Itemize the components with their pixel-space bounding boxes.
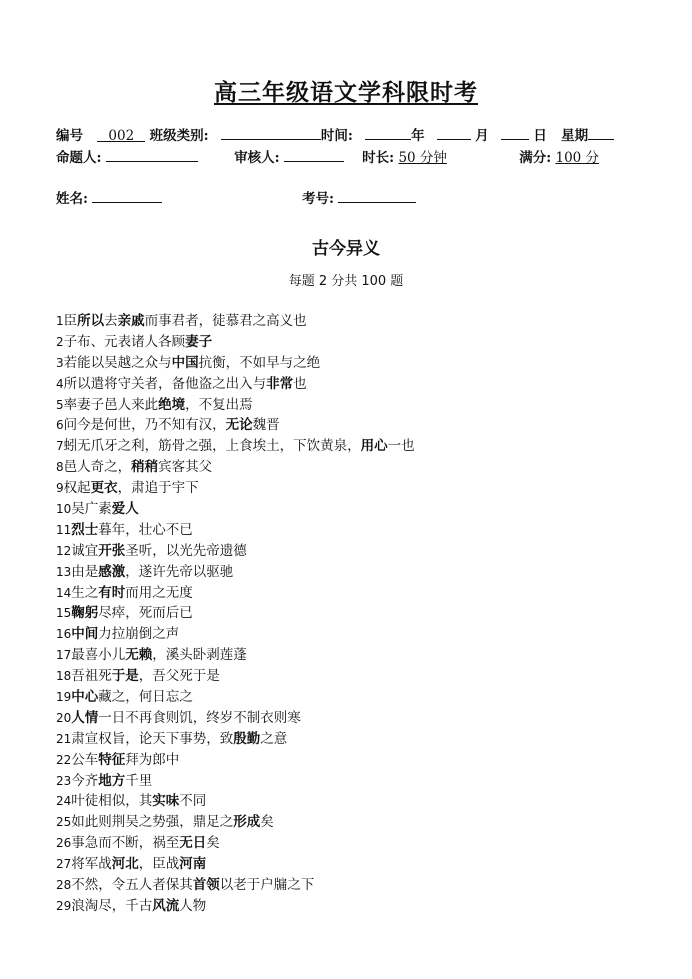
score-label: 满分:	[519, 150, 552, 166]
question-text: 魏晋	[252, 417, 280, 434]
question-number: 26	[56, 836, 72, 851]
question-number: 22	[56, 752, 72, 767]
question-text: ，吾父死于是	[138, 668, 220, 685]
question-text: 不同	[179, 793, 207, 810]
question-text: 藏之，何日忘之	[98, 689, 193, 706]
exam-no-label: 考号:	[302, 191, 334, 207]
key-term: 无赖	[125, 647, 153, 664]
question-text: 诚宜	[71, 542, 99, 559]
question-text: 问今是何世，乃不知有汉，	[63, 417, 226, 434]
weekday-field[interactable]	[588, 126, 614, 140]
author-field[interactable]	[106, 148, 198, 162]
day-label: 日	[533, 128, 547, 144]
question-number: 29	[56, 898, 72, 913]
question-number: 10	[56, 502, 72, 517]
question-number: 2	[56, 334, 64, 349]
duration-value: 50 分钟	[398, 150, 447, 166]
question-number: 24	[56, 794, 72, 809]
key-term: 开张	[98, 542, 126, 559]
year-field[interactable]	[365, 126, 411, 140]
question-text: 如此则荆吴之势强，鼎足之	[71, 814, 234, 831]
question-text: 矣	[260, 814, 274, 831]
key-term: 爱人	[111, 501, 139, 518]
question-text: 最喜小儿	[71, 647, 126, 664]
key-term: 中国	[171, 354, 199, 371]
month-label: 月	[475, 128, 489, 144]
question-text: 而事君者，徒慕君之高义也	[144, 313, 307, 329]
question-number: 17	[56, 648, 72, 663]
question-number: 3	[56, 355, 64, 370]
question-number: 16	[56, 627, 72, 642]
question-text: 今齐	[71, 772, 99, 789]
question-item	[56, 415, 656, 436]
question-text: 以老于户牖之下	[219, 877, 315, 894]
question-number: 4	[56, 376, 64, 391]
question-text: 吴广素	[71, 501, 112, 518]
question-text: 也	[293, 375, 307, 392]
name-label: 姓名:	[56, 191, 88, 207]
question-text: 圣听，以光先帝遗德	[125, 542, 247, 559]
key-term: 非常	[266, 375, 294, 392]
question-number: 8	[56, 460, 64, 475]
question-number: 11	[56, 522, 72, 537]
question-number: 1	[56, 314, 64, 328]
question-item	[56, 666, 656, 687]
question-number: 5	[56, 397, 64, 412]
question-item	[56, 624, 656, 645]
key-term: 妻子	[185, 333, 213, 350]
key-term: 于是	[111, 668, 139, 685]
question-number: 21	[56, 731, 72, 746]
key-term: 亲戚	[117, 313, 145, 329]
question-text: 由是	[71, 563, 99, 580]
weekday-label: 星期	[561, 128, 589, 144]
question-number: 28	[56, 878, 72, 893]
question-item	[56, 771, 656, 792]
question-text: ，不复出焉	[185, 396, 253, 413]
key-term: 烈士	[71, 521, 99, 538]
question-item	[56, 875, 656, 896]
key-term: 所以	[77, 313, 105, 329]
question-number: 23	[56, 773, 72, 788]
question-text: 力拉崩倒之声	[98, 626, 180, 643]
question-number: 20	[56, 710, 72, 725]
question-text: 权起	[63, 480, 91, 497]
question-item	[56, 520, 656, 541]
section-title: 古今异义	[312, 239, 380, 259]
question-text: 所以遣将守关者，备他盗之出入与	[63, 375, 267, 392]
exam-no-field[interactable]	[338, 189, 416, 203]
question-text: 不然，令五人者保其	[71, 877, 193, 894]
year-label: 年	[411, 128, 425, 144]
question-text: 率妻子邑人来此	[63, 396, 159, 413]
author-label: 命题人:	[56, 150, 102, 166]
exam-no-row	[302, 187, 416, 207]
question-text: 将军战	[71, 856, 112, 873]
key-term: 鞠躬	[71, 605, 99, 622]
question-text: 之意	[260, 730, 288, 747]
document-title: 高三年级语文学科限时考	[214, 79, 478, 106]
key-term: 风流	[152, 897, 180, 914]
question-number: 6	[56, 418, 64, 433]
question-item	[56, 603, 656, 624]
question-number: 7	[56, 439, 64, 454]
question-item	[56, 478, 656, 499]
question-text: 而用之无度	[125, 584, 193, 601]
key-term: 河北	[111, 856, 139, 873]
question-item	[56, 708, 656, 729]
key-term: 地方	[98, 772, 126, 789]
question-text: 一也	[387, 438, 415, 455]
question-text: ，溪头卧剥莲蓬	[152, 647, 247, 664]
question-number: 9	[56, 481, 64, 496]
question-text: 邑人奇之，	[63, 459, 132, 476]
question-text: 暮年，壮心不已	[98, 521, 193, 538]
key-term: 特征	[98, 751, 126, 768]
time-label: 时间:	[320, 128, 353, 144]
key-term: 稍稍	[131, 459, 159, 476]
question-item	[56, 332, 656, 353]
question-item	[56, 541, 656, 562]
question-number: 19	[56, 690, 72, 705]
name-row	[56, 187, 162, 207]
key-term: 更衣	[90, 480, 118, 497]
question-text: 叶徒相似，其	[71, 793, 153, 810]
question-item	[56, 374, 656, 395]
question-item	[56, 854, 656, 875]
key-term: 中心	[71, 689, 99, 706]
question-text: 浪淘尽，千古	[71, 897, 153, 914]
question-number: 13	[56, 564, 72, 579]
question-item	[56, 750, 656, 771]
question-text: 若能以吴越之众与	[63, 354, 172, 371]
question-item	[56, 457, 656, 478]
header-row-1	[56, 124, 614, 144]
question-text: 千里	[125, 772, 153, 789]
key-term: 形成	[233, 814, 261, 831]
key-term: 中间	[71, 626, 99, 643]
question-text: 公车	[71, 751, 99, 768]
key-term: 河南	[179, 856, 207, 873]
question-text: 肃宣权旨，论天下事势，致	[71, 730, 234, 747]
question-number: 27	[56, 857, 72, 872]
question-text: 拜为郎中	[125, 751, 180, 768]
question-number: 14	[56, 585, 72, 600]
question-text: 子布、元表诸人各顾	[63, 333, 186, 350]
key-term: 无日	[179, 835, 207, 852]
question-item	[56, 687, 656, 708]
question-text: 宾客其父	[158, 459, 213, 476]
code-label: 编号	[56, 128, 83, 144]
key-term: 无论	[225, 417, 253, 434]
question-text: 矣	[206, 835, 220, 852]
question-text: ，遂许先帝以驱驰	[125, 563, 234, 580]
section-subtitle: 每题 2 分共 100 题	[288, 274, 404, 289]
question-item	[56, 395, 656, 416]
question-text: ，肃追于宇下	[117, 480, 199, 497]
question-text: 事急而不断，祸至	[71, 835, 180, 852]
question-text: 臣	[63, 313, 78, 329]
reviewer-label: 审核人:	[234, 150, 280, 166]
code-field[interactable]: 002	[97, 128, 145, 142]
day-field[interactable]	[501, 126, 529, 140]
key-term: 感激	[98, 563, 126, 580]
key-term: 有时	[98, 584, 126, 601]
question-item	[56, 791, 656, 812]
question-item	[56, 436, 656, 457]
question-item	[56, 583, 656, 604]
question-text: 吾祖死	[71, 668, 112, 685]
question-list	[56, 311, 656, 917]
question-text: 生之	[71, 584, 99, 601]
key-term: 绝境	[158, 396, 186, 413]
question-number: 25	[56, 815, 72, 830]
question-item	[56, 562, 656, 583]
question-text: 蚓无爪牙之利，筋骨之强，上食埃土，下饮黄泉，	[63, 438, 361, 455]
score-value: 100 分	[555, 150, 600, 166]
header-row-2	[56, 146, 599, 166]
key-term: 实味	[152, 793, 180, 810]
question-number: 15	[56, 606, 72, 621]
key-term: 用心	[360, 438, 388, 455]
question-item	[56, 729, 656, 750]
question-text: 人物	[179, 897, 207, 914]
question-item	[56, 896, 656, 917]
question-text: 去	[104, 313, 118, 329]
question-text: 一日不再食则饥，终岁不制衣则寒	[98, 709, 301, 726]
key-term: 殷勤	[233, 730, 261, 747]
key-term: 人情	[71, 709, 99, 726]
question-text: 尽瘁，死而后已	[98, 605, 193, 622]
class-field[interactable]	[221, 126, 321, 140]
key-term: 首领	[192, 877, 220, 894]
question-text: 抗衡，不如早与之绝	[198, 354, 321, 371]
question-text: ，臣战	[138, 856, 180, 873]
question-item	[56, 645, 656, 666]
question-item	[56, 812, 656, 833]
question-number: 12	[56, 543, 72, 558]
month-field[interactable]	[437, 126, 471, 140]
question-item	[56, 833, 656, 854]
question-number: 18	[56, 669, 72, 684]
question-item	[56, 353, 656, 374]
duration-label: 时长:	[362, 150, 395, 166]
question-item	[56, 499, 656, 520]
name-field[interactable]	[92, 189, 162, 203]
reviewer-field[interactable]	[284, 148, 344, 162]
question-item	[56, 311, 656, 332]
class-label: 班级类别:	[149, 128, 209, 144]
